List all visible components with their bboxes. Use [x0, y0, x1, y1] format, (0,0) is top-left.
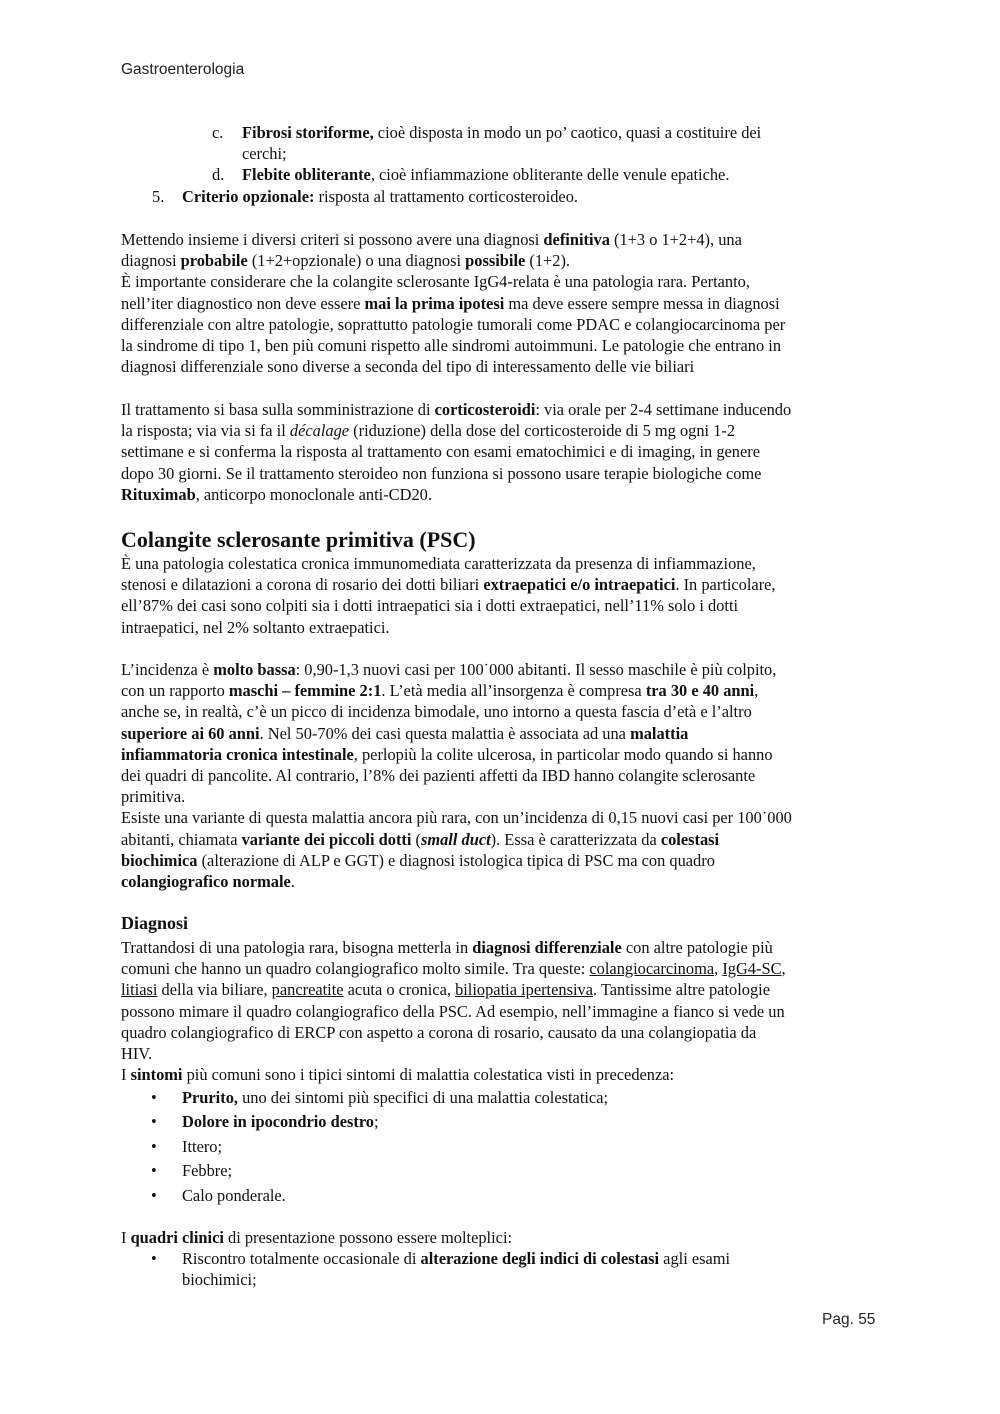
list-item: • Riscontro totalmente occasionale di alterazione degli indici di colestasi agli esami biochimici; — [151, 1249, 731, 1290]
list-marker: 5. — [152, 186, 165, 206]
list-item: c. Fibrosi storiforme, cioè disposta in modo un po’ caotico, quasi a costituire dei cerchi; — [212, 123, 762, 164]
epidemiology-paragraph: L’incidenza è molto bassa: 0,90-1,3 nuovi casi per 100˙000 abitanti. Il sesso maschile è più colpito, con un rapporto maschi – femmine 2:1. L’età media all’insorgenza è compresa tra 30 e 40 anni, anche se, in realtà, c’è un picco di incidenza bimodale, uno intorno a questa fascia d’età e l’altro superiore ai 60 anni. Nel 50-70% dei casi questa malattia è associata ad una malattia infiammatoria cronica intestinale, perlopiù la colite ulcerosa, in particolar modo quando si hanno dei quadri di pancolite. Al contrario, l’8% dei pazienti affetti da IBD hanno colangite sclerosante primitiva. Esiste una variante di questa malattia ancora più rara, con un’incidenza di 0,15 nuovi casi per 100˙000 abitanti, chiamata variante dei piccoli dotti (small duct). Essa è caratterizzata da colestasi biochimica (alterazione di ALP e GGT) e diagnosi istologica tipica di PSC ma con quadro colangiografico normale. — [121, 660, 792, 892]
list-item: • Prurito, uno dei sintomi più specifici di una malattia colestatica; — [121, 1086, 883, 1110]
list-item: • Dolore in ipocondrio destro; — [121, 1110, 883, 1134]
page-header: Gastroenterologia — [121, 61, 245, 78]
psc-intro-paragraph: È una patologia colestatica cronica immunomediata caratterizzata da presenza di infiammazione, stenosi e dilatazioni a corona di rosario dei dotti biliari extraepatici e/o intraepatici. In particolare, ell’87% dei casi sono colpiti sia i dotti intraepatici sia i dotti extraepatici, nell’11% solo i dotti intraepatici, nel 2% soltanto extraepatici. — [121, 554, 776, 637]
clinical-presentation-paragraph: I quadri clinici di presentazione possono essere molteplici: • Riscontro totalmente occasionale di alterazione degli indici di colestasi agli esami biochimici; — [121, 1227, 883, 1291]
list-item: • Calo ponderale. — [121, 1184, 883, 1208]
list-item: 5. Criterio opzionale: risposta al trattamento corticosteroideo. — [152, 186, 578, 206]
bullet: • — [151, 1185, 157, 1205]
list-marker: c. — [212, 123, 224, 142]
subsection-title: Diagnosi — [121, 913, 189, 933]
diagnosis-paragraph: Mettendo insieme i diversi criteri si possono avere una diagnosi definitiva (1+3 o 1+2+4), una diagnosi probabile (1+2+opzionale) o una diagnosi possibile (1+2). È importante considerare che la colangite sclerosante IgG4-relata è una patologia rara. Pertanto, nell’iter diagnostico non deve essere mai la prima ipotesi ma deve essere sempre messa in diagnosi differenziale con altre patologie, soprattutto patologie tumorali come PDAC e colangiocarcinoma per la sindrome di tipo 1, ben più comuni rispetto alle sindromi autoimmuni. Le patologie che entrano in diagnosi differenziale sono diverse a seconda del tipo di interessamento delle vie biliari — [121, 230, 786, 377]
criteria-list — [121, 122, 883, 207]
list-marker: d. — [212, 165, 225, 185]
section-title: Colangite sclerosante primitiva (PSC) — [121, 527, 476, 552]
bullet: • — [151, 1088, 157, 1107]
differential-diagnosis-paragraph: Trattandosi di una patologia rara, bisogna metterla in diagnosi differenziale con altre patologie più comuni che hanno un quadro colangiografico molto simile. Tra queste: colangiocarcinoma, IgG4-SC, litiasi della via biliare, pancreatite acuta o cronica, biliopatia ipertensiva. Tantissime altre patologie possono mimare il quadro colangiografico della PSC. Ad esempio, nell’immagine a fianco si vede un quadro colangiografico di ERCP con aspetto a corona di rosario, causato da una colangiopatia da HIV. I sintomi più comuni sono i tipici sintomi di malattia colestatica visti in precedenza: — [121, 938, 786, 1085]
symptoms-list — [121, 1086, 883, 1208]
page-number: Pag. 55 — [822, 1311, 876, 1328]
bullet: • — [151, 1161, 157, 1181]
list-item: d. Flebite obliterante, cioè infiammazione obliterante delle venule epatiche. — [212, 165, 730, 185]
bullet: • — [151, 1136, 157, 1156]
treatment-paragraph: Il trattamento si basa sulla somministrazione di corticosteroidi: via orale per 2-4 settimane inducendo la risposta; via via si fa il décalage (riduzione) della dose del corticosteroide di 5 mg ogni 1-2 settimane e si conferma la risposta al trattamento con esami ematochimici e di imaging, in genere dopo 30 giorni. Se il trattamento steroideo non funziona si possono usare terapie biologiche come Rituximab, anticorpo monoclonale anti-CD20. — [121, 400, 792, 504]
bullet: • — [151, 1249, 157, 1269]
bullet: • — [151, 1112, 157, 1132]
list-item: • Febbre; — [121, 1159, 883, 1183]
list-item: • Ittero; — [121, 1135, 883, 1159]
